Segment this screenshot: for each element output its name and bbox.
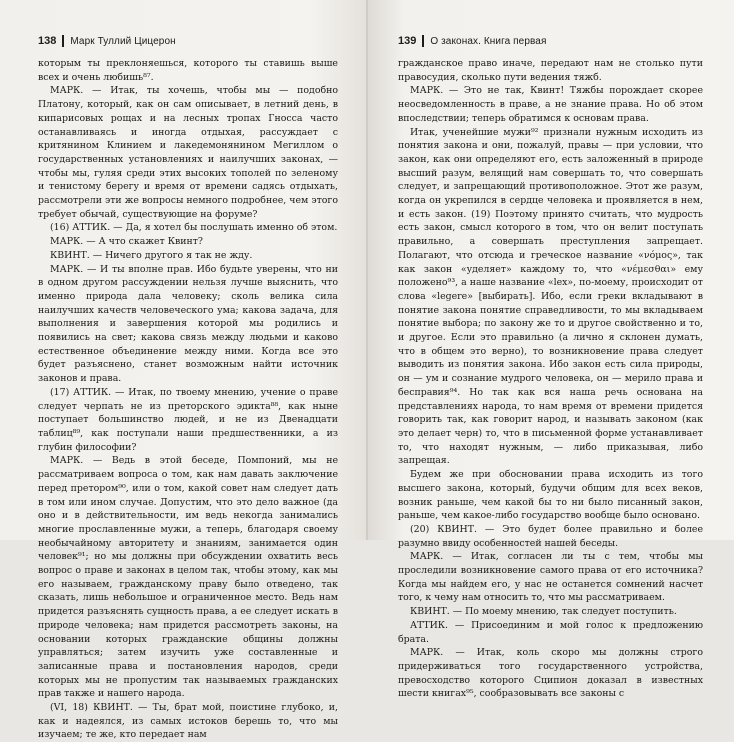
left-page-text	[38, 57, 338, 742]
running-head: Марк Туллий Цицерон	[70, 35, 176, 47]
paragraph: (20) КВИНТ. — Это будет более правильно и более разумно ввиду особенностей нашей беседы.	[398, 523, 703, 549]
right-page-text	[398, 57, 703, 701]
right-page	[368, 0, 734, 700]
paragraph: которым ты преклоняешься, которого ты ставишь выше всех и очень любишь⁸⁷.	[38, 58, 338, 83]
page-number: 138	[38, 35, 57, 47]
paragraph: МАРК. — Ведь в этой беседе, Помпоний, мы не рассматриваем вопроса о том, как нам давать заключение перед претором⁹⁰, или о том, какой совет нам следует дать в том или ином случае. Допустим, что это дело важное (да оно и в действительности, им ведь некогда занимались многие прославленные мужи, а теперь, благодаря своему необычайному авторитету и знаниям, занимается один человек⁹¹; но мы должны при обсуждении охватить весь вопрос о праве и законах в целом так, чтобы этому, как мы его называем, гражданскому праву было отведено, так сказать, лишь небольшое и ограниченное место. Ведь нам придется разъяснять сущность права, а ее следует искать в природе человека; нам придется рассмотреть законы, на основании которых гражданские общины должны управляться; затем изучить уже составленные и записанные права и постановления народов, среди которых мы не пропустим так называемых гражданских прав также и нашего народа.	[38, 455, 338, 700]
paragraph: (VI, 18) КВИНТ. — Ты, брат мой, поистине глубоко, и, как и надеялся, из самых истоков берешь то, что мы изучаем; те же, кто передает нам	[38, 702, 338, 741]
page-number: 139	[398, 35, 417, 47]
paragraph: Будем же при обосновании права исходить из того высшего закона, который, будучи общим для всех веков, возник раньше, чем какой бы то ни было писанный закон, раньше, чем какое-либо государство вообще было основано.	[398, 469, 703, 522]
paragraph: КВИНТ. — Ничего другого я так не жду.	[50, 249, 253, 261]
left-page-header	[38, 33, 176, 49]
paragraph: МАРК. — Итак, согласен ли ты с тем, чтобы мы проследили возникновение самого права от его источника? Когда мы найдем его, у нас не останется сомнений насчет того, к чему нам относить то, что мы рассматриваем.	[398, 551, 703, 604]
header-separator	[422, 35, 424, 47]
paragraph: КВИНТ. — По моему мнению, так следует поступить.	[410, 606, 677, 618]
header-separator	[62, 35, 64, 47]
paragraph: Итак, ученейшие мужи⁹² признали нужным исходить из понятия закона и они, пожалуй, правы — при условии, что закон, как они определяют его, есть заложенный в природе высший разум, велящий нам совершать то, что совершать следует, и запрещающий противоположное. Этот же разум, когда он укрепился в сердце человека и проявляется в нем, и есть закон. (19) Поэтому принято считать, что мудрость есть закон, смысл которого в том, что он велит поступать правильно, а совершать преступления запрещает. Полагают, что отсюда и греческое название «νόμος», так как закон «уделяет» каждому то, что «νέμεσθαι» ему положено⁹³, а наше название «lex», по-моему, происходит от слова «legere» [выбирать]. Ибо, если греки вкладывают в понятие закона понятие справедливости, то мы вкладываем понятие выбора; по закону же то и другое свойственно и то, и другое. Если это правильно (а лично я склонен думать, что в общем это верно), то возникновение права следует выводить из понятия закона. Ибо закон есть сила природы, он — ум и сознание мудрого человека, он — мерило права и бесправия⁹⁴. Но так как вся наша речь основана на представлениях народа, то нам время от времени придется говорить так, как говорит народ, и называть законом (как это делает черн) то, что в письменной форме устанавливает то, что находят нужным, — либо приказывая, либо запрещая.	[398, 126, 703, 467]
paragraph: (17) АТТИК. — Итак, по твоему мнению, учение о праве следует черпать не из преторского эдикта⁸⁸, как ныне поступает большинство людей, и не из Двенадцати таблиц⁸⁹, как поступали наши предшественники, а из глубин философии?	[38, 386, 338, 453]
right-page-header	[398, 33, 546, 49]
paragraph: МАРК. — Итак, коль скоро мы должны строго придерживаться того государственного устройства, превосходство которого Сципион доказал в известных шести книгах⁹⁵, сообразовывать все законы с	[398, 647, 703, 700]
paragraph: МАРК. — Итак, ты хочешь, чтобы мы — подобно Платону, который, как он сам описывает, в летний день, в кипарисовых рощах и на лесных тропах Гносса часто останавливаясь и иногда отдыхая, рассуждает с критянином Клинием и лакедемонянином Мегиллом о государственных установлениях и наилучших законах, — чтобы мы, гуляя среди этих высоких тополей по зеленому и тенистому берегу и время от времени садясь отдыхать, рассмотрели эти же вопросы немного подробнее, чем этого требует обычай, существующие на форуме?	[38, 85, 338, 220]
paragraph: АТТИК. — Присоединим и мой голос к предложению брата.	[398, 619, 703, 645]
paragraph: МАРК. — А что скажет Квинт?	[50, 236, 203, 248]
paragraph: МАРК. — И ты вполне прав. Ибо будьте уверены, что ни в одном другом рассуждении нельзя лучше выяснить, что именно природа дала человеку; сколь велика сила наилучших качеств человеческого ума; какова задача, для выполнения и завершения которой мы родились и появились на свет; какова связь между людьми и каково естественное объединение между ними. Когда все это будет разъяснено, станет возможным найти источник законов и права.	[38, 263, 338, 385]
running-head: О законах. Книга первая	[430, 35, 547, 47]
paragraph: гражданское право иначе, передают нам не столько пути правосудия, сколько пути ведения тяжб.	[398, 58, 703, 83]
paragraph: (16) АТТИК. — Да, я хотел бы послушать именно об этом.	[50, 222, 338, 234]
paragraph: МАРК. — Это не так, Квинт! Тяжбы порождает скорее неосведомленность в праве, а не знание права. Но об этом впоследствии; теперь обратимся к основам права.	[398, 85, 703, 124]
left-page	[0, 0, 366, 741]
